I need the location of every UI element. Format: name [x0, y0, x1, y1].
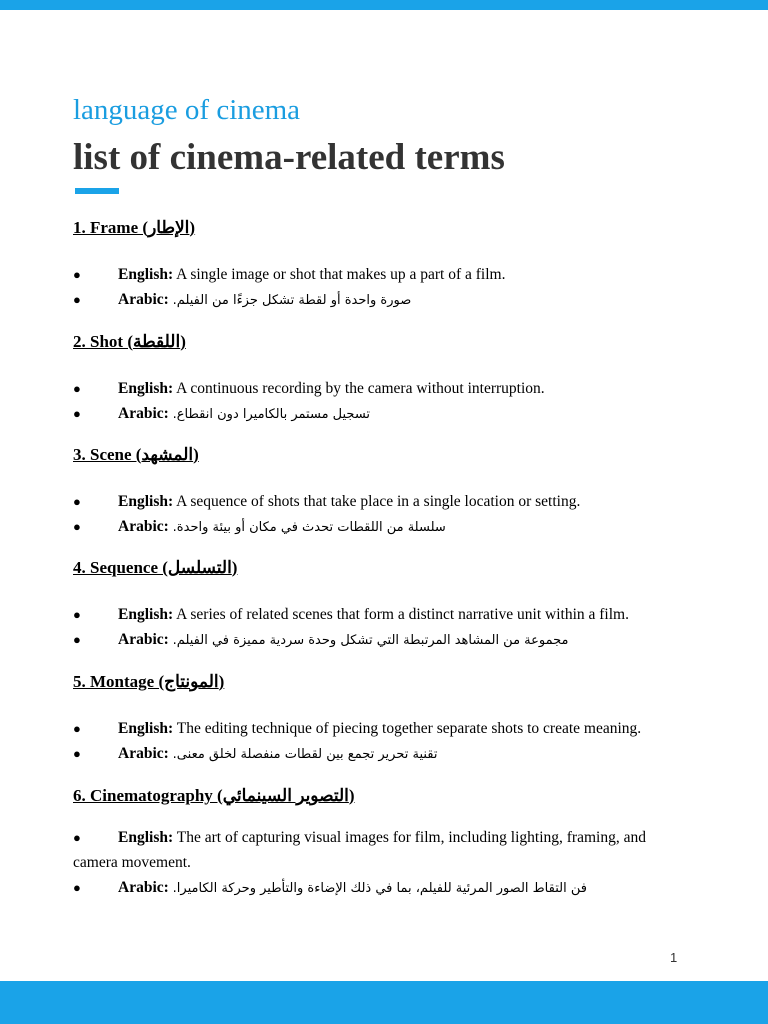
term-sequence: [73, 556, 713, 653]
arabic-label: Arabic:: [118, 879, 169, 896]
bullet-icon: ●: [73, 830, 81, 845]
page-number: 1: [670, 950, 678, 965]
top-accent-bar: [0, 0, 768, 10]
english-definition: [73, 602, 713, 627]
bullet-icon: ●: [73, 519, 81, 534]
arabic-definition: [73, 875, 693, 901]
title-accent-underline: [75, 188, 119, 194]
bullet-icon: ●: [73, 721, 81, 736]
english-text: A series of related scenes that form a distinct narrative unit within a film.: [176, 606, 629, 623]
arabic-text: مجموعة من المشاهد المرتبطة التي تشكل وحدة سردية مميزة في الفيلم.: [172, 633, 569, 648]
arabic-definition: [73, 401, 713, 427]
english-definition: [73, 825, 693, 875]
english-text: The art of capturing visual images for film, including lighting, framing, and camera movement.: [73, 829, 646, 871]
bullet-icon: ●: [73, 746, 81, 761]
arabic-definition: [73, 627, 713, 653]
arabic-definition: [73, 741, 713, 767]
term-heading: 3. Scene (المشهد): [73, 445, 199, 464]
term-heading: 6. Cinematography (التصوير السينمائي): [73, 786, 355, 805]
english-label: English:: [118, 266, 174, 283]
document-title: list of cinema-related terms: [73, 137, 505, 178]
arabic-definition: [73, 514, 713, 540]
bullet-icon: ●: [73, 494, 81, 509]
arabic-label: Arabic:: [118, 518, 169, 535]
english-label: English:: [118, 720, 174, 737]
arabic-text: صورة واحدة أو لقطة تشكل جزءًا من الفيلم.: [172, 293, 412, 308]
english-text: A single image or shot that makes up a part of a film.: [176, 266, 506, 283]
bullet-icon: ●: [73, 292, 81, 307]
english-text: The editing technique of piecing together separate shots to create meaning.: [176, 720, 642, 737]
arabic-text: سلسلة من اللقطات تحدث في مكان أو بيئة واحدة.: [172, 520, 446, 535]
arabic-label: Arabic:: [118, 631, 169, 648]
document-subtitle: language of cinema: [73, 94, 301, 126]
bullet-icon: ●: [73, 381, 81, 396]
term-shot: [73, 330, 713, 427]
bullet-icon: ●: [73, 267, 81, 282]
term-scene: [73, 443, 713, 540]
arabic-text: تقنية تحرير تجمع بين لقطات منفصلة لخلق معنى.: [172, 747, 438, 762]
bullet-icon: ●: [73, 406, 81, 421]
arabic-text: تسجيل مستمر بالكاميرا دون انقطاع.: [172, 407, 371, 422]
english-definition: [73, 716, 713, 741]
english-definition: [73, 376, 713, 401]
english-definition: [73, 489, 713, 514]
english-text: A continuous recording by the camera without interruption.: [176, 380, 545, 397]
english-definition: [73, 262, 713, 287]
term-heading: 1. Frame (الإطار): [73, 218, 196, 237]
arabic-label: Arabic:: [118, 291, 169, 308]
english-label: English:: [118, 829, 174, 846]
bottom-accent-bar: [0, 981, 768, 1024]
english-text: A sequence of shots that take place in a single location or setting.: [176, 493, 581, 510]
arabic-text: فن التقاط الصور المرئية للفيلم، بما في ذلك الإضاءة والتأطير وحركة الكاميرا.: [172, 881, 587, 896]
bullet-icon: ●: [73, 632, 81, 647]
term-heading: 2. Shot (اللقطة): [73, 332, 186, 351]
term-heading: 4. Sequence (التسلسل): [73, 558, 238, 577]
term-frame: [73, 216, 713, 313]
bullet-icon: ●: [73, 880, 81, 895]
arabic-definition: [73, 287, 713, 313]
bullet-icon: ●: [73, 607, 81, 622]
term-heading: 5. Montage (المونتاج): [73, 672, 225, 691]
term-cinematography: [73, 784, 693, 901]
arabic-label: Arabic:: [118, 405, 169, 422]
arabic-label: Arabic:: [118, 745, 169, 762]
english-label: English:: [118, 493, 174, 510]
english-label: English:: [118, 380, 174, 397]
term-montage: [73, 670, 713, 767]
english-label: English:: [118, 606, 174, 623]
